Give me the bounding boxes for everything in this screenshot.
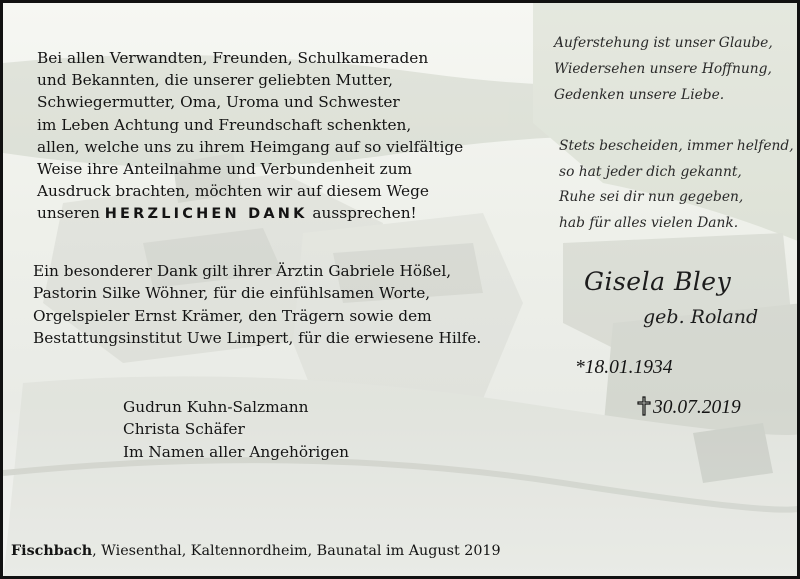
memorial-verse [559,134,794,236]
faith-verse [554,30,773,108]
death-date: 30.07.2019 [653,397,741,418]
special-thanks-line: Bestattungsinstitut Uwe Limpert, für die erwiesene Hilfe. [33,328,482,347]
thanks-line: und Bekannten, die unserer geliebten Mutter, [37,71,394,90]
signer-name: Gudrun Kuhn-Salzmann [123,398,309,416]
special-thanks-line: Orgelspieler Ernst Krämer, den Trägern sowie dem [33,306,432,325]
death-date-line [636,396,741,419]
signers-block [123,396,349,463]
deceased-name: Gisela Bley [584,267,732,296]
thank-you-message [37,47,497,226]
birth-date: *18.01.1934 [575,357,673,378]
thanks-closing-after: aussprechen! [307,204,417,223]
verse-line: Gedenken unsere Liebe. [554,87,725,103]
thanks-line: Schwiegermutter, Oma, Uroma und Schwester [37,93,400,112]
special-thanks-message [33,260,533,349]
special-thanks-line: Pastorin Silke Wöhner, für die einfühlsamen Worte, [33,284,431,303]
thanks-line: allen, welche uns zu ihrem Heimgang auf so vielfältige [37,137,464,156]
thanks-line: Weise ihre Anteilnahme und Verbundenheit zum [37,160,413,179]
thanks-line: Ausdruck brachten, möchten wir auf diesem Wege [37,182,429,201]
signer-note: Im Namen aller Angehörigen [123,442,350,461]
verse-line: Stets bescheiden, immer helfend, [559,138,794,154]
verse-line: Auferstehung ist unser Glaube, [554,35,773,51]
signer-name: Christa Schäfer [123,420,245,439]
thanks-line: Bei allen Verwandten, Freunden, Schulkameraden [37,49,429,67]
footer-places-date [11,543,501,559]
verse-line: Wiedersehen unsere Hoffnung, [554,61,772,77]
verse-line: Ruhe sei dir nun gegeben, [559,189,744,205]
deceased-birth-name: geb. Roland [643,306,759,328]
cross-icon [636,396,652,416]
thanks-closing-line [37,202,497,225]
verse-line: hab für alles vielen Dank. [559,214,739,231]
special-thanks-line: Ein besonderer Dank gilt ihrer Ärztin Gabriele Hößel, [33,262,452,280]
herzlichen-dank-heading: HERZLICHEN DANK [104,206,308,223]
thanks-closing-before: unseren [37,204,105,223]
thanks-line: im Leben Achtung und Freundschaft schenkten, [37,115,412,134]
footer-place-highlight: Fischbach [11,543,93,559]
verse-line: so hat jeder dich gekannt, [559,163,742,180]
footer-rest: , Wiesenthal, Kaltennordheim, Baunatal im August 2019 [92,543,501,559]
